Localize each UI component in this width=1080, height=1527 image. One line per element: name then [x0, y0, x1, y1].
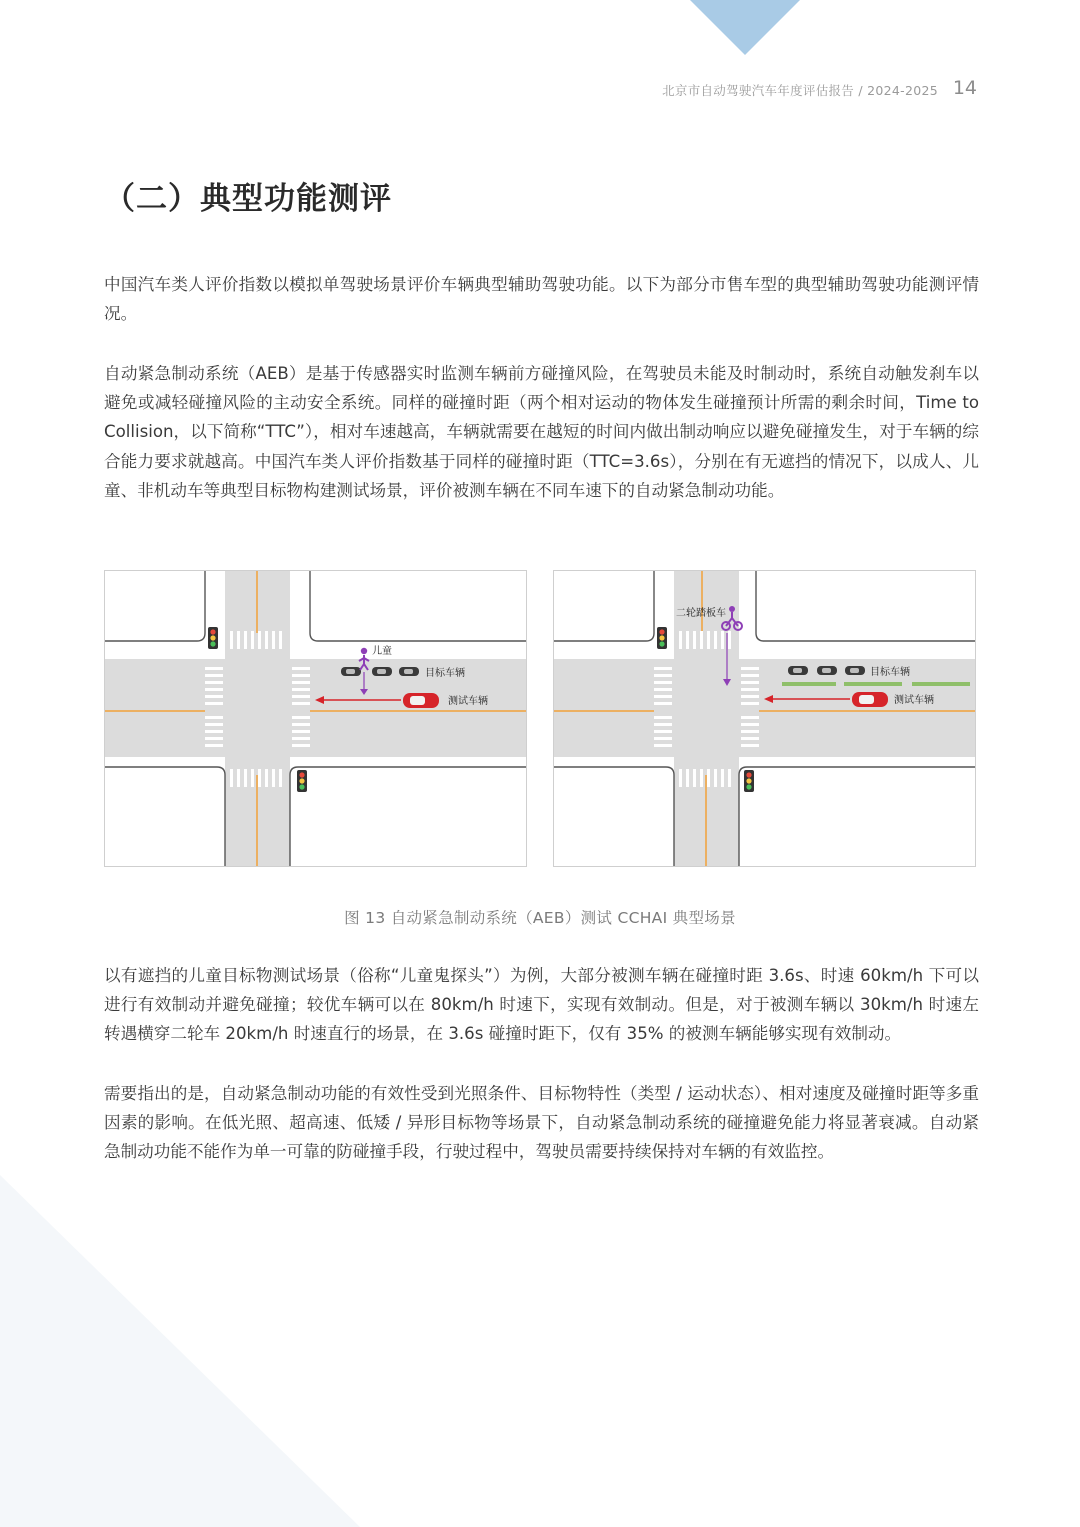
corner-triangle-decoration [690, 0, 800, 55]
traffic-light-icon [208, 627, 218, 649]
two-wheeler-label: 二轮踏板车 [676, 608, 726, 619]
traffic-light-icon [297, 770, 307, 792]
paragraph-limitations: 需要指出的是，自动紧急制动功能的有效性受到光照条件、目标物特性（类型 / 运动状态）、相对速度及碰撞时距等多重因素的影响。在低光照、超高速、低矮 / 异形目标物等场景下，自动紧急制动系统的碰撞避免能力将显著衰减。自动紧急制动功能不能作为单一可靠的防碰撞手段，行驶过程中，驾驶员需要持续保持对车辆的有效监控。 [104, 1084, 979, 1162]
paragraph-aeb-definition: 自动紧急制动系统（AEB）是基于传感器实时监测车辆前方碰撞风险，在驾驶员未能及时制动时，系统自动触发刹车以避免或减轻碰撞风险的主动安全系统。同样的碰撞时距（两个相对运动的物体发生碰撞预计所需的剩余时间，Time to Collision，以下简称“TTC”），相对车速越高，车辆就需要在越短的时间内做出制动响应以避免碰撞发生，对于车辆的综合能力要求就越高。中国汽车类人评价指数基于同样的碰撞时距（TTC=3.6s），分别在有无遮挡的情况下，以成人、儿童、非机动车等典型目标物构建测试场景，评价被测车辆在不同车速下的自动紧急制动功能。 [104, 364, 979, 500]
parked-car-icon [788, 666, 865, 675]
test-car-icon [403, 693, 439, 708]
paragraph-intro: 中国汽车类人评价指数以模拟单驾驶场景评价车辆典型辅助驾驶功能。以下为部分市售车型的典型辅助驾驶功能测评情况。 [104, 275, 979, 324]
parked-car-icon [341, 667, 419, 676]
test-car-icon [852, 692, 888, 707]
figure-caption: 图 13 自动紧急制动系统（AEB）测试 CCHAI 典型场景 [344, 909, 736, 927]
target-vehicles-label: 目标车辆 [870, 667, 910, 678]
scenario-figure-two-wheeler [553, 570, 976, 867]
section-title: （二）典型功能测评 [104, 181, 392, 217]
scenario-figure-child [104, 570, 527, 867]
traffic-light-icon [744, 770, 754, 792]
traffic-light-icon [657, 627, 667, 649]
running-header-title: 北京市自动驾驶汽车年度评估报告 / 2024-2025 [662, 83, 938, 98]
page-number: 14 [952, 77, 977, 99]
target-vehicles-label: 目标车辆 [425, 668, 465, 679]
test-vehicle-label: 测试车辆 [448, 696, 488, 707]
child-label: 儿童 [372, 646, 392, 657]
background-shape-decoration [0, 1175, 1080, 1527]
test-vehicle-label: 测试车辆 [894, 695, 934, 706]
paragraph-child-scenario: 以有遮挡的儿童目标物测试场景（俗称“儿童鬼探头”）为例，大部分被测车辆在碰撞时距 3.6s、时速 60km/h 下可以进行有效制动并避免碰撞；较优车辆可以在 80km/h 时速下，实现有效制动。但是，对于被测车辆以 30km/h 时速左转遇横穿二轮车 20km/h 时速直行的场景，在 3.6s 碰撞时距下，仅有 35% 的被测车辆能够实现有效制动。 [104, 966, 979, 1044]
